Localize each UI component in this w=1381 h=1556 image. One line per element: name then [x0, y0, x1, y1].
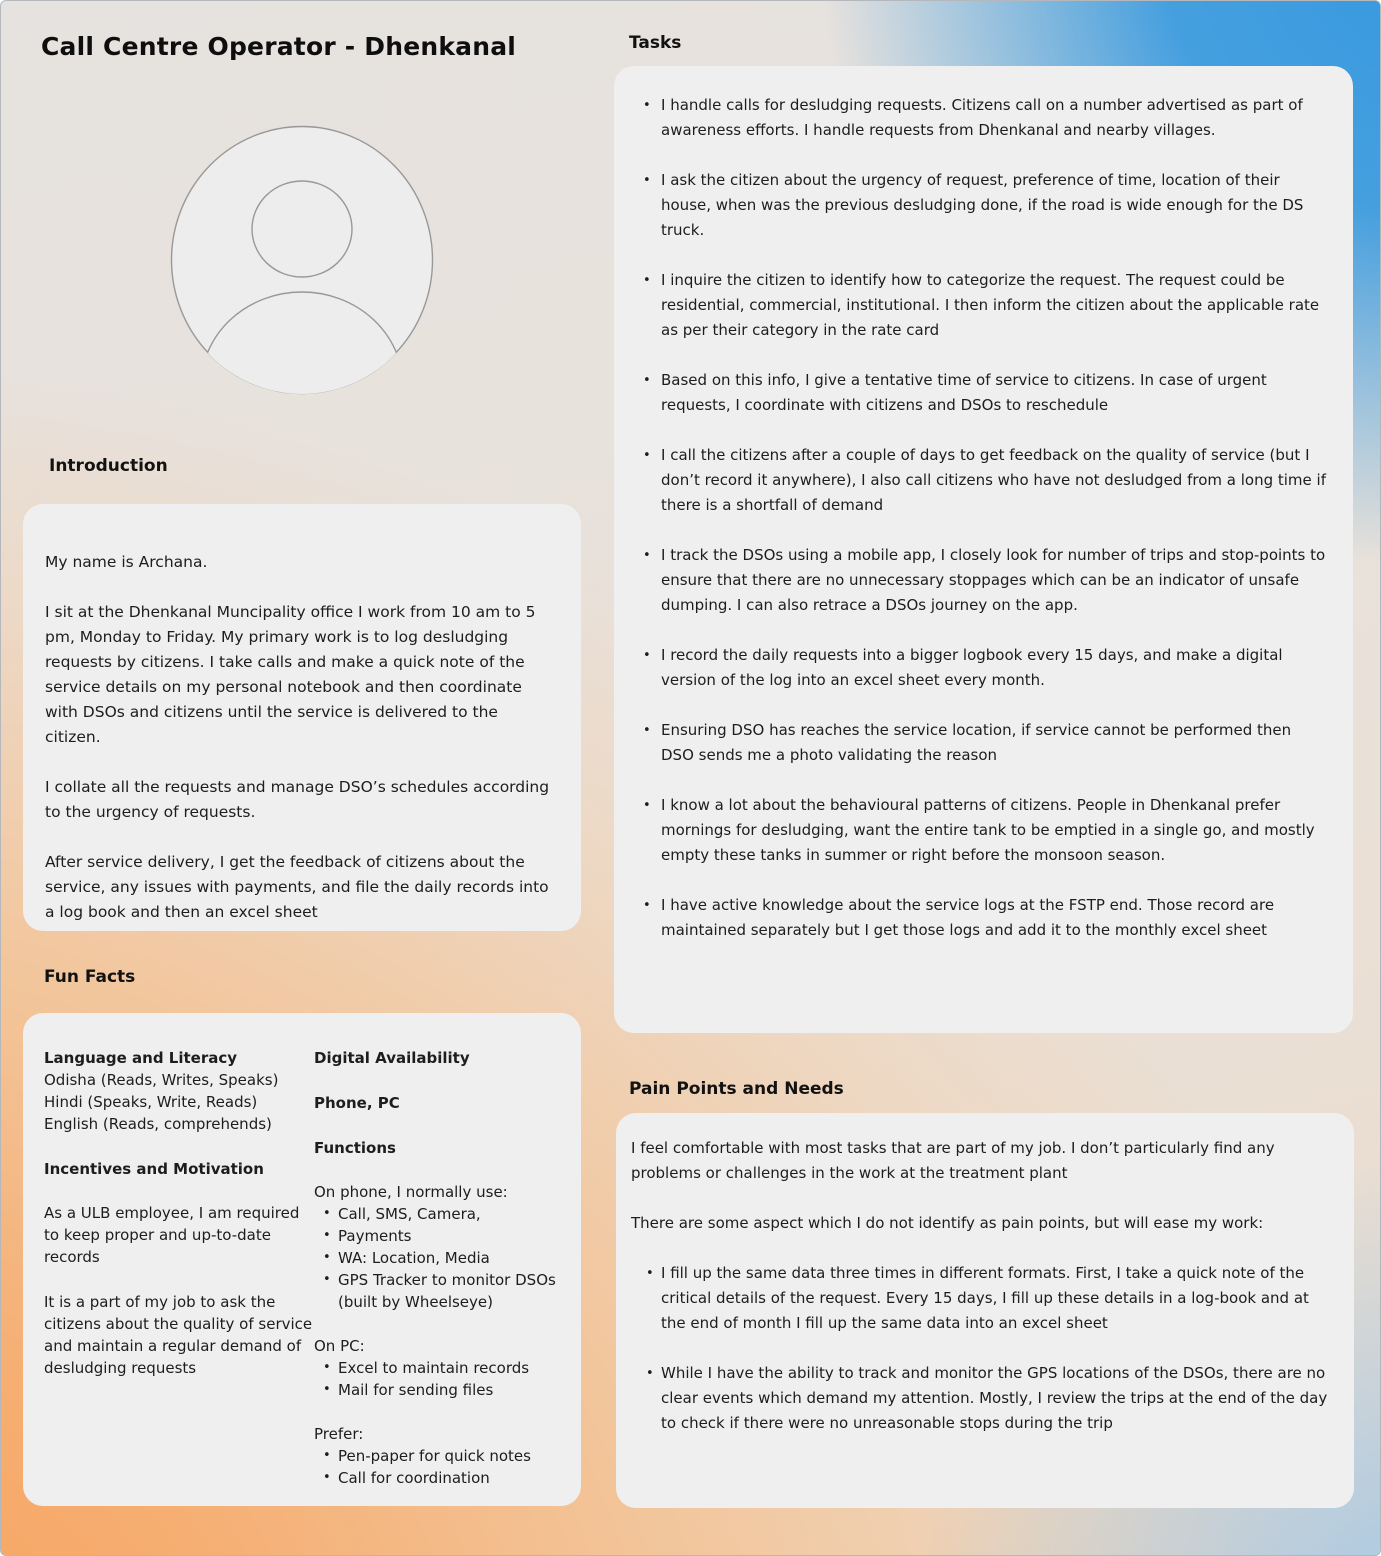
list-item: • GPS Tracker to monitor DSOs (built by Wheelseye) [314, 1269, 567, 1313]
phone-functions-list [314, 1203, 567, 1313]
pc-intro-line: On PC: [314, 1337, 365, 1355]
list-item: • Payments [314, 1225, 567, 1247]
pain-item: • While I have the ability to track and monitor the GPS locations of the DSOs, there are no clear events which demand my attention. Mostly, I review the trips at the end of the day to check if there were no unreasonable stops during the trip [631, 1361, 1328, 1436]
phone-intro-line: On phone, I normally use: [314, 1183, 508, 1201]
task-item: • Ensuring DSO has reaches the service location, if service cannot be performed then DSO sends me a photo validating the reason [632, 718, 1327, 768]
incentive-paragraph: It is a part of my job to ask the citizens about the quality of service and maintain a regular demand of desludging requests [44, 1293, 313, 1377]
tasks-heading: Tasks [629, 33, 682, 53]
list-item: • WA: Location, Media [314, 1247, 567, 1269]
incentives-heading: Incentives and Motivation [44, 1160, 264, 1178]
intro-paragraph: I sit at the Dhenkanal Muncipality office I work from 10 am to 5 pm, Monday to Friday. My primary work is to log desludging requests by citizens. I take calls and make a quick note of the service details on my personal notebook and then coordinate with DSOs and citizens until the service is delivered to the citizen. [45, 603, 536, 746]
page-title: Call Centre Operator - Dhenkanal [41, 32, 517, 61]
functions-heading: Functions [314, 1139, 396, 1157]
task-item: • I track the DSOs using a mobile app, I closely look for number of trips and stop-points to ensure that there are no unnecessary stoppages which can be an indicator of unsafe dumping. I can also retrace a DSOs journey on the app. [632, 543, 1327, 618]
fun-facts-left-column [44, 1047, 314, 1506]
language-line: Odisha (Reads, Writes, Speaks) [44, 1071, 279, 1089]
fun-facts-right-column [314, 1047, 567, 1506]
introduction-card [23, 504, 581, 931]
pain-item: • I fill up the same data three times in different formats. First, I take a quick note of the critical details of the request. Every 15 days, I fill up these details in a log-book and at the end of month I fill up the same data into an excel sheet [631, 1261, 1328, 1336]
introduction-heading: Introduction [49, 456, 168, 476]
intro-paragraph: My name is Archana. [45, 553, 208, 571]
tasks-list [632, 93, 1327, 943]
task-item: • I call the citizens after a couple of days to get feedback on the quality of service (but I don’t record it anywhere), I also call citizens who have not desludged from a long time if there is a shortfall of demand [632, 443, 1327, 518]
pain-points-card [616, 1113, 1354, 1508]
pain-points-list [631, 1261, 1328, 1436]
intro-paragraph: I collate all the requests and manage DSO’s schedules according to the urgency of requests. [45, 778, 550, 821]
language-literacy-heading: Language and Literacy [44, 1049, 238, 1067]
devices-line: Phone, PC [314, 1094, 400, 1112]
pain-points-heading: Pain Points and Needs [629, 1079, 844, 1099]
list-item: • Excel to maintain records [314, 1357, 567, 1379]
prefer-intro-line: Prefer: [314, 1425, 364, 1443]
list-item: • Pen-paper for quick notes [314, 1445, 567, 1467]
task-item: • Based on this info, I give a tentative time of service to citizens. In case of urgent requests, I coordinate with citizens and DSOs to reschedule [632, 368, 1327, 418]
pc-functions-list [314, 1357, 567, 1401]
pain-paragraph: I feel comfortable with most tasks that are part of my job. I don’t particularly find any problems or challenges in the work at the treatment plant [631, 1139, 1275, 1182]
task-item: • I inquire the citizen to identify how to categorize the request. The request could be residential, commercial, institutional. I then inform the citizen about the applicable rate as per their category in the rate card [632, 268, 1327, 343]
pain-paragraph: There are some aspect which I do not identify as pain points, but will ease my work: [631, 1214, 1264, 1232]
tasks-card [614, 66, 1353, 1033]
task-item: • I have active knowledge about the service logs at the FSTP end. Those record are maintained separately but I get those logs and add it to the monthly excel sheet [632, 893, 1327, 943]
language-line: Hindi (Speaks, Write, Reads) [44, 1093, 258, 1111]
task-item: • I know a lot about the behavioural patterns of citizens. People in Dhenkanal prefer mornings for desludging, want the entire tank to be emptied in a single go, and mostly empty these tanks in summer or right before the monsoon season. [632, 793, 1327, 868]
task-item: • I handle calls for desludging requests. Citizens call on a number advertised as part of awareness efforts. I handle requests from Dhenkanal and nearby villages. [632, 93, 1327, 143]
task-item: • I ask the citizen about the urgency of request, preference of time, location of their house, when was the previous desludging done, if the road is wide enough for the DS truck. [632, 168, 1327, 243]
person-avatar-icon [168, 123, 436, 397]
fun-facts-card [23, 1013, 581, 1506]
prefer-list [314, 1445, 567, 1489]
task-item: • I record the daily requests into a bigger logbook every 15 days, and make a digital version of the log into an excel sheet every month. [632, 643, 1327, 693]
fun-facts-heading: Fun Facts [44, 967, 136, 987]
intro-paragraph: After service delivery, I get the feedback of citizens about the service, any issues with payments, and file the daily records into a log book and then an excel sheet [45, 853, 549, 921]
language-line: English (Reads, comprehends) [44, 1115, 272, 1133]
list-item: • Call for coordination [314, 1467, 567, 1489]
list-item: • Mail for sending files [314, 1379, 567, 1401]
incentive-paragraph: As a ULB employee, I am required to keep proper and up-to-date records [44, 1204, 300, 1266]
digital-availability-heading: Digital Availability [314, 1049, 470, 1067]
list-item: • Call, SMS, Camera, [314, 1203, 567, 1225]
